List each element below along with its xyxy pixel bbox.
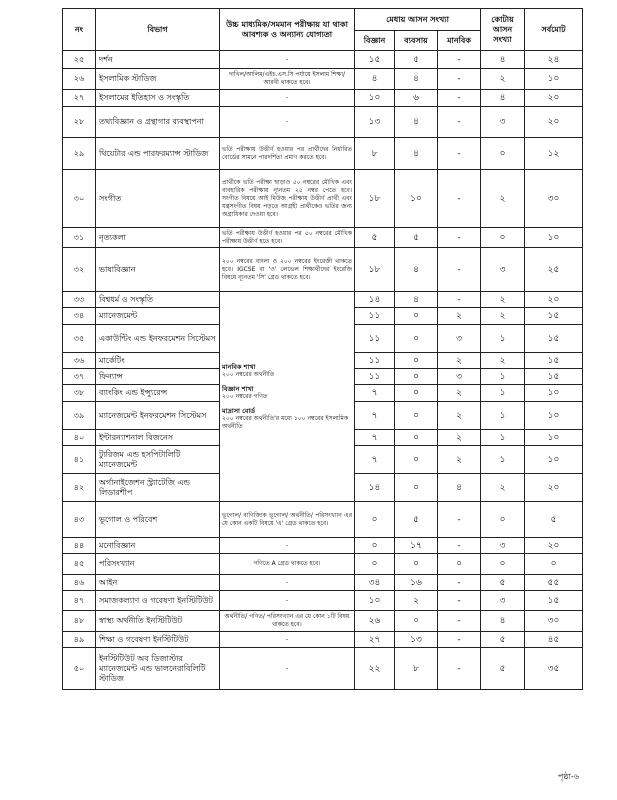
total-seats-cell: ১০ bbox=[525, 446, 583, 474]
business-seats-cell: ১০ bbox=[395, 170, 438, 228]
serial-cell: ৩৩ bbox=[63, 292, 96, 308]
department-cell: ইন্টারন্যাশনাল বিজনেস bbox=[96, 430, 220, 446]
table-body bbox=[63, 51, 583, 690]
business-seats-cell: ২ bbox=[395, 591, 438, 611]
requirement-cell: - bbox=[220, 591, 355, 611]
requirement-group-heading: বিজ্ঞান শাখা bbox=[222, 384, 254, 393]
serial-cell: ৪৫ bbox=[63, 554, 96, 575]
humanities-seats-cell: ২ bbox=[438, 308, 481, 325]
table-row bbox=[63, 538, 583, 554]
humanities-seats-cell: ২ bbox=[438, 353, 481, 369]
department-cell: তথ্যবিজ্ঞান ও গ্রন্থাগার ব্যবস্থাপনা bbox=[96, 107, 220, 138]
quota-seats-cell: ২ bbox=[481, 353, 525, 369]
table-row bbox=[63, 51, 583, 69]
science-seats-cell: ২৬ bbox=[355, 611, 395, 632]
total-seats-cell: ৩৫ bbox=[525, 648, 583, 690]
quota-seats-cell: ৫ bbox=[481, 632, 525, 648]
department-cell: মার্কেটিং bbox=[96, 353, 220, 369]
admission-seat-table bbox=[62, 8, 583, 690]
humanities-seats-cell: ২ bbox=[438, 402, 481, 430]
total-seats-cell: ১০ bbox=[525, 228, 583, 248]
humanities-seats-cell: - bbox=[438, 611, 481, 632]
quota-seats-cell: ২ bbox=[481, 69, 525, 90]
requirement-group-text: ২০০ নম্বরের অর্থনীতি'র মধ্যে ১০০ নম্বরের ইসলামিক অর্থনীতি bbox=[222, 414, 349, 430]
serial-cell: ৩১ bbox=[63, 228, 96, 248]
business-seats-cell: ০ bbox=[395, 353, 438, 369]
total-seats-cell: ১০ bbox=[525, 385, 583, 402]
science-seats-cell: ১১ bbox=[355, 325, 395, 353]
total-seats-cell: ২৪ bbox=[525, 51, 583, 69]
requirement-cell: অর্থনীতি/ গণিত/ পরিসংখ্যান এর যে কোন ১টি বিষয় থাকতে হবে। bbox=[220, 611, 355, 632]
department-cell: অর্গানাইজেশন স্ট্র্যাটেজি এন্ড লিডারশীপ bbox=[96, 474, 220, 502]
quota-seats-cell: ২ bbox=[481, 170, 525, 228]
department-cell: সংগীত bbox=[96, 170, 220, 228]
table-row bbox=[63, 611, 583, 632]
serial-cell: ২৯ bbox=[63, 138, 96, 170]
business-seats-cell: ৪ bbox=[395, 107, 438, 138]
serial-cell: ৩২ bbox=[63, 248, 96, 292]
department-cell: ম্যানেজমেন্ট ইনফরমেশন সিস্টেমস bbox=[96, 402, 220, 430]
business-seats-cell: ৬ bbox=[395, 90, 438, 107]
total-seats-cell: ০ bbox=[525, 554, 583, 575]
total-seats-cell: ২০ bbox=[525, 90, 583, 107]
table-row bbox=[63, 69, 583, 90]
requirement-cell: দাখিল/আলিম/এইচ.এস.সি পর্যায়ে ইসলাম শিক্ষা/আরবী থাকতে হবে। bbox=[220, 69, 355, 90]
requirement-cell: - bbox=[220, 538, 355, 554]
science-seats-cell: ০ bbox=[355, 502, 395, 538]
serial-cell: ৩৯ bbox=[63, 402, 96, 430]
table-row bbox=[63, 90, 583, 107]
serial-cell: ৪৯ bbox=[63, 632, 96, 648]
quota-seats-cell: ১ bbox=[481, 402, 525, 430]
total-seats-cell: ১০ bbox=[525, 430, 583, 446]
serial-cell: ২৬ bbox=[63, 69, 96, 90]
science-seats-cell: ২২ bbox=[355, 648, 395, 690]
header-quota-seats: কোটায় আসন সংখ্যা bbox=[481, 9, 525, 51]
department-cell: আইন bbox=[96, 575, 220, 591]
humanities-seats-cell: ২ bbox=[438, 446, 481, 474]
table-row bbox=[63, 502, 583, 538]
department-cell: স্বাস্থ্য অর্থনীতি ইনস্টিটিউট bbox=[96, 611, 220, 632]
serial-cell: ৪৩ bbox=[63, 502, 96, 538]
department-cell: নৃত্যকলা bbox=[96, 228, 220, 248]
science-seats-cell: ৭ bbox=[355, 446, 395, 474]
requirement-cell: - bbox=[220, 90, 355, 107]
header-department: বিভাগ bbox=[96, 9, 220, 51]
header-requirement: উচ্চ মাধ্যমিক/সমমান পরীক্ষায় যা থাকা আবশ্যক ও অন্যান্য যোগ্যতা bbox=[220, 9, 355, 51]
table-row bbox=[63, 138, 583, 170]
serial-cell: ৩৬ bbox=[63, 353, 96, 369]
total-seats-cell: ৫ bbox=[525, 502, 583, 538]
science-seats-cell: ৭ bbox=[355, 385, 395, 402]
quota-seats-cell: ৫ bbox=[481, 575, 525, 591]
requirement-group-heading: মানবিক শাখা bbox=[222, 362, 256, 371]
business-seats-cell: ৪ bbox=[395, 248, 438, 292]
humanities-seats-cell: - bbox=[438, 90, 481, 107]
department-cell: শিক্ষা ও গবেষণা ইনস্টিটিউট bbox=[96, 632, 220, 648]
total-seats-cell: ১৫ bbox=[525, 369, 583, 385]
department-cell: ভাষাবিজ্ঞান bbox=[96, 248, 220, 292]
department-cell: ভূগোল ও পরিবেশ bbox=[96, 502, 220, 538]
business-seats-cell: ৪ bbox=[395, 138, 438, 170]
serial-cell: ৪১ bbox=[63, 446, 96, 474]
requirement-cell: ভর্তি পরীক্ষায় উত্তীর্ণ হওয়ার পর ৫০ নম্বরের মৌখিক পরীক্ষায় উত্তীর্ণ হতে হবে। bbox=[220, 228, 355, 248]
humanities-seats-cell: - bbox=[438, 292, 481, 308]
serial-cell: ৪৮ bbox=[63, 611, 96, 632]
requirement-cell: - bbox=[220, 648, 355, 690]
science-seats-cell: ১০ bbox=[355, 591, 395, 611]
serial-cell: ৪৬ bbox=[63, 575, 96, 591]
science-seats-cell: ১৮ bbox=[355, 248, 395, 292]
science-seats-cell: ১৩ bbox=[355, 107, 395, 138]
department-cell: ইনস্টিটিউট অব ডিজাস্টার ম্যানেজমেন্ট এন্ড ভালনেরাবিলিটি স্টাডিজ bbox=[96, 648, 220, 690]
requirement-group-text: ২০০ নম্বরের অর্থনীতি bbox=[222, 370, 275, 378]
quota-seats-cell: ৩ bbox=[481, 538, 525, 554]
table-row bbox=[63, 554, 583, 575]
serial-cell: ৫০ bbox=[63, 648, 96, 690]
humanities-seats-cell: - bbox=[438, 648, 481, 690]
business-seats-cell: ৫ bbox=[395, 502, 438, 538]
business-seats-cell: ৪ bbox=[395, 292, 438, 308]
requirement-cell: - bbox=[220, 632, 355, 648]
department-cell: মনোবিজ্ঞান bbox=[96, 538, 220, 554]
humanities-seats-cell: - bbox=[438, 138, 481, 170]
science-seats-cell: ১১ bbox=[355, 353, 395, 369]
total-seats-cell: ১৫ bbox=[525, 325, 583, 353]
table-row bbox=[63, 228, 583, 248]
business-seats-cell: ১৭ bbox=[395, 538, 438, 554]
department-cell: ট্যুরিজম এন্ড হসপিটালিটি ম্যানেজমেন্ট bbox=[96, 446, 220, 474]
science-seats-cell: ০ bbox=[355, 554, 395, 575]
department-cell: ইসলামের ইতিহাস ও সংস্কৃতি bbox=[96, 90, 220, 107]
serial-cell: ৩৪ bbox=[63, 308, 96, 325]
department-cell: সমাজকল্যাণ ও গবেষণা ইনস্টিটিউট bbox=[96, 591, 220, 611]
quota-seats-cell: ২ bbox=[481, 474, 525, 502]
page-number: পৃষ্ঠা-৬ bbox=[557, 772, 579, 781]
humanities-seats-cell: ২ bbox=[438, 385, 481, 402]
science-seats-cell: ৪ bbox=[355, 69, 395, 90]
quota-seats-cell: ১ bbox=[481, 430, 525, 446]
quota-seats-cell: ৩ bbox=[481, 591, 525, 611]
business-seats-cell: ০ bbox=[395, 554, 438, 575]
quota-seats-cell: ১ bbox=[481, 446, 525, 474]
quota-seats-cell: ৪ bbox=[481, 51, 525, 69]
serial-cell: ৪৭ bbox=[63, 591, 96, 611]
humanities-seats-cell: - bbox=[438, 575, 481, 591]
total-seats-cell: ৩০ bbox=[525, 611, 583, 632]
header-merit-seats: মেধায় আসন সংখ্যা bbox=[355, 9, 481, 31]
business-seats-cell: ০ bbox=[395, 474, 438, 502]
science-seats-cell: ৭ bbox=[355, 430, 395, 446]
humanities-seats-cell: ২ bbox=[438, 430, 481, 446]
business-seats-cell: ০ bbox=[395, 430, 438, 446]
quota-seats-cell: ৫ bbox=[481, 648, 525, 690]
department-cell: দর্শন bbox=[96, 51, 220, 69]
serial-cell: ৪৪ bbox=[63, 538, 96, 554]
business-seats-cell: ০ bbox=[395, 325, 438, 353]
requirement-cell: ভূগোল/ বাণিজ্যিক ভূগোল/ অর্থনীতি/ পরিসংখ্যান এর যে কোন একটি বিষয়ে 'এ' গ্রেড থাকতে হবে। bbox=[220, 502, 355, 538]
department-cell: ফিন্যান্স bbox=[96, 369, 220, 385]
table-row bbox=[63, 575, 583, 591]
serial-cell: ৩৮ bbox=[63, 385, 96, 402]
quota-seats-cell: ৪ bbox=[481, 90, 525, 107]
humanities-seats-cell: - bbox=[438, 170, 481, 228]
total-seats-cell: ২০ bbox=[525, 538, 583, 554]
science-seats-cell: ৮ bbox=[355, 138, 395, 170]
science-seats-cell: ১৮ bbox=[355, 170, 395, 228]
humanities-seats-cell: ৪ bbox=[438, 474, 481, 502]
science-seats-cell: ১৪ bbox=[355, 474, 395, 502]
humanities-seats-cell: - bbox=[438, 51, 481, 69]
business-seats-cell: ৫ bbox=[395, 228, 438, 248]
quota-seats-cell: ১ bbox=[481, 325, 525, 353]
business-seats-cell: ১৬ bbox=[395, 575, 438, 591]
total-seats-cell: ২৫ bbox=[525, 248, 583, 292]
table-row bbox=[63, 292, 583, 308]
document-page bbox=[62, 8, 582, 690]
header-humanities: মানবিক bbox=[438, 31, 481, 51]
science-seats-cell: ০ bbox=[355, 538, 395, 554]
department-cell: থিয়েটার এন্ড পারফরম্যান্স স্টাডিজ bbox=[96, 138, 220, 170]
table-row bbox=[63, 170, 583, 228]
science-seats-cell: ২৭ bbox=[355, 632, 395, 648]
business-seats-cell: ০ bbox=[395, 308, 438, 325]
humanities-seats-cell: - bbox=[438, 632, 481, 648]
science-seats-cell: ৩৪ bbox=[355, 575, 395, 591]
science-seats-cell: ৫ bbox=[355, 228, 395, 248]
humanities-seats-cell: - bbox=[438, 591, 481, 611]
business-seats-cell: ০ bbox=[395, 385, 438, 402]
business-seats-cell: ০ bbox=[395, 611, 438, 632]
department-cell: ইসলামিক স্টাডিজ bbox=[96, 69, 220, 90]
requirement-cell: গণিতে A গ্রেড থাকতে হবে। bbox=[220, 554, 355, 575]
serial-cell: ২৮ bbox=[63, 107, 96, 138]
total-seats-cell: ৩০ bbox=[525, 170, 583, 228]
humanities-seats-cell: ৩ bbox=[438, 325, 481, 353]
requirement-group bbox=[222, 407, 352, 431]
quota-seats-cell: ০ bbox=[481, 138, 525, 170]
science-seats-cell: ১৫ bbox=[355, 51, 395, 69]
serial-cell: ২৭ bbox=[63, 90, 96, 107]
quota-seats-cell: ২ bbox=[481, 292, 525, 308]
requirement-group-text: ২০০ নম্বরের গণিত bbox=[222, 392, 268, 400]
requirement-group bbox=[222, 363, 352, 379]
requirement-cell: - bbox=[220, 51, 355, 69]
science-seats-cell: ১১ bbox=[355, 308, 395, 325]
requirement-cell: ২০০ নম্বরের বাংলা ও ২০০ নম্বরের ইংরেজী থাকতে হবে। IGCSE বা 'ও' লেভেল শিক্ষার্থীদের ইংরেজি বিষয়ে ন্যূনতম 'সি' গ্রেড থাকতে হবে। bbox=[220, 248, 355, 292]
total-seats-cell: ১৫ bbox=[525, 308, 583, 325]
business-seats-cell: ০ bbox=[395, 369, 438, 385]
business-seats-cell: ০ bbox=[395, 402, 438, 430]
requirement-cell: ভর্তি পরীক্ষায় উত্তীর্ণ হওয়ার পর প্রার্থীদের নির্ধারিত বোর্ডের সামনে পারদর্শিতা প্রমাণ করতে হবে। bbox=[220, 138, 355, 170]
total-seats-cell: ১০ bbox=[525, 69, 583, 90]
quota-seats-cell: ১ bbox=[481, 369, 525, 385]
serial-cell: ২৫ bbox=[63, 51, 96, 69]
serial-cell: ৪২ bbox=[63, 474, 96, 502]
humanities-seats-cell: ৩ bbox=[438, 369, 481, 385]
quota-seats-cell: ১ bbox=[481, 385, 525, 402]
serial-cell: ৩৫ bbox=[63, 325, 96, 353]
quota-seats-cell: ০ bbox=[481, 228, 525, 248]
header-science: বিজ্ঞান bbox=[355, 31, 395, 51]
department-cell: ব্যাংকিং এন্ড ইন্স্যুরেন্স bbox=[96, 385, 220, 402]
business-seats-cell: ৪ bbox=[395, 69, 438, 90]
total-seats-cell: ১০ bbox=[525, 402, 583, 430]
total-seats-cell: ১৫ bbox=[525, 591, 583, 611]
business-seats-cell: ১৩ bbox=[395, 632, 438, 648]
requirement-cell: প্রার্থীকে ভর্তি পরীক্ষা ছাড়াও ৫০ নম্বরের মৌখিক এবং ব্যবহারিক পরীক্ষায় ন্যূনতম ২৫ নম্বর পেতে হবে। সংগীত বিষয়ে আই মিউজ পরীক্ষায় উত্তীর্ণ প্রার্থী এবং যন্ত্রসংগীত বিষয় পড়তে আগ্রহী প্রার্থীকেও ভর্তির জন্য অগ্রাধিকার দেওয়া হবে। bbox=[220, 170, 355, 228]
total-seats-cell: ২০ bbox=[525, 292, 583, 308]
table-row bbox=[63, 107, 583, 138]
business-seats-cell: ৫ bbox=[395, 51, 438, 69]
humanities-seats-cell: - bbox=[438, 228, 481, 248]
grouped-requirement-cell bbox=[220, 292, 355, 502]
department-cell: একাউন্টিং এন্ড ইনফরমেশন সিস্টেমস bbox=[96, 325, 220, 353]
table-row bbox=[63, 591, 583, 611]
science-seats-cell: ১১ bbox=[355, 369, 395, 385]
quota-seats-cell: ৩ bbox=[481, 248, 525, 292]
quota-seats-cell: ২ bbox=[481, 308, 525, 325]
requirement-group bbox=[222, 385, 352, 401]
table-row bbox=[63, 632, 583, 648]
science-seats-cell: ৭ bbox=[355, 402, 395, 430]
quota-seats-cell: ৩ bbox=[481, 107, 525, 138]
science-seats-cell: ১৪ bbox=[355, 292, 395, 308]
total-seats-cell: ৫৫ bbox=[525, 575, 583, 591]
department-cell: বিশ্বধর্ম ও সংস্কৃতি bbox=[96, 292, 220, 308]
department-cell: ম্যানেজমেন্ট bbox=[96, 308, 220, 325]
header-total: সর্বমোট bbox=[525, 9, 583, 51]
table-row bbox=[63, 648, 583, 690]
total-seats-cell: ২০ bbox=[525, 107, 583, 138]
serial-cell: ৩০ bbox=[63, 170, 96, 228]
total-seats-cell: ২০ bbox=[525, 474, 583, 502]
humanities-seats-cell: ০ bbox=[438, 554, 481, 575]
humanities-seats-cell: - bbox=[438, 248, 481, 292]
humanities-seats-cell: - bbox=[438, 69, 481, 90]
table-row bbox=[63, 248, 583, 292]
quota-seats-cell: ০ bbox=[481, 554, 525, 575]
total-seats-cell: ৪৫ bbox=[525, 632, 583, 648]
humanities-seats-cell: - bbox=[438, 502, 481, 538]
business-seats-cell: ৮ bbox=[395, 648, 438, 690]
quota-seats-cell: ৪ bbox=[481, 611, 525, 632]
business-seats-cell: ০ bbox=[395, 446, 438, 474]
humanities-seats-cell: - bbox=[438, 538, 481, 554]
total-seats-cell: ১৫ bbox=[525, 353, 583, 369]
serial-cell: ৪০ bbox=[63, 430, 96, 446]
requirement-cell: - bbox=[220, 107, 355, 138]
requirement-cell: - bbox=[220, 575, 355, 591]
requirement-group-heading: মাদ্রাসা বোর্ড bbox=[222, 406, 256, 415]
quota-seats-cell: ০ bbox=[481, 502, 525, 538]
total-seats-cell: ১২ bbox=[525, 138, 583, 170]
department-cell: পরিসংখ্যান bbox=[96, 554, 220, 575]
humanities-seats-cell: - bbox=[438, 107, 481, 138]
header-business: ব্যবসায় bbox=[395, 31, 438, 51]
science-seats-cell: ১০ bbox=[355, 90, 395, 107]
header-serial: নং bbox=[63, 9, 96, 51]
serial-cell: ৩৭ bbox=[63, 369, 96, 385]
